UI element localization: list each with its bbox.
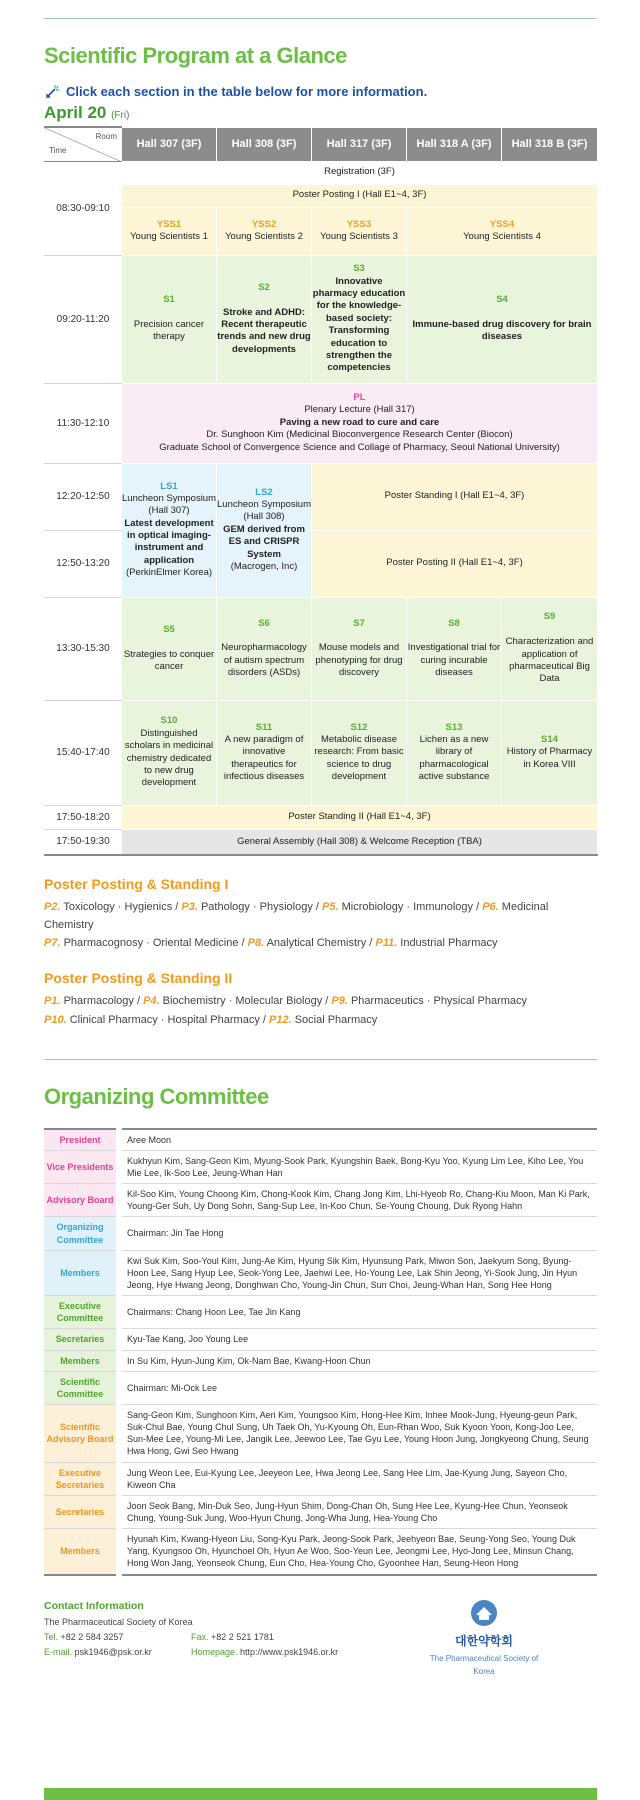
poster-standing-2-cell[interactable]: Poster Standing II (Hall E1~4, 3F)	[122, 805, 598, 829]
corner-time: Time	[49, 146, 67, 156]
ls-line: Latest development in optical imaging-instrument and application	[124, 517, 214, 566]
committee-role: Members	[44, 1250, 119, 1295]
corner-room: Room	[95, 132, 117, 141]
topic-key: P1.	[44, 995, 61, 1008]
committee-members: Jung Weon Lee, Eui-Kyung Lee, Jeeyeon Lee, Hwa Jeong Lee, Sang Hee Lim, Jae-Kyung Jung, Sayeon Cho, Kiweon Cha	[119, 1462, 597, 1495]
session-s9[interactable]	[502, 597, 598, 700]
plenary-line: Plenary Lecture (Hall 317)	[304, 404, 415, 416]
committee-role: Scientific Committee	[44, 1371, 119, 1404]
registration-cell: Registration (3F)	[122, 161, 598, 184]
email-link[interactable]: psk1946@psk.or.kr	[74, 1646, 152, 1657]
session-code: LS1	[160, 480, 178, 492]
session-s14[interactable]	[502, 700, 598, 805]
session-code: S12	[350, 721, 368, 733]
fax-label: Fax.	[191, 1631, 209, 1642]
committee-row	[44, 1404, 597, 1462]
time-slot: 11:30-12:10	[45, 383, 122, 463]
session-code: YSS2	[251, 218, 277, 230]
committee-members: Hyunah Kim, Kwang-Hyeon Liu, Song-Kyu Park, Jeong-Sook Park, Jeehyeon Bae, Seung-Yong Seo, Young Duk Yang, Kyungsoo Oh, Hyunchoel Oh, Hyun Ae Woo, Soo-Yeun Lee, Jeongmi Lee, Hyo-Jong Lee, Minsun Chang, Hong Won Jang, Yeonseok Chung, Eun Cho, Hea-Young Cho, Gyoonhee Han, Seung-Heon Hong	[119, 1529, 597, 1575]
committee-table	[44, 1128, 597, 1576]
poster-posting-2-cell[interactable]: Poster Posting II (Hall E1~4, 3F)	[312, 530, 598, 597]
general-assembly-cell[interactable]: General Assembly (Hall 308) & Welcome Reception (TBA)	[122, 829, 598, 855]
committee-role: Secretaries	[44, 1329, 119, 1350]
committee-members: Kwi Suk Kim, Soo-Youl Kim, Jung-Ae Kim, Hyung Sik Kim, Hyunsung Park, Miwon Son, Jaekyum Song, Byung-Hoon Lee, Sang Hyup Lee, Seok-Yong Lee, Jaehwi Lee, Ho-Young Lee, Lak Shin Jeong, Yi-Sook Jung, Jin Hyun Jeong, Hye Hwang Jeong, Donghwan Cho, Young-Jin Chun, Sun Choi, Jeung-Whan Han, Song Hee Hong	[119, 1250, 597, 1295]
session-s6[interactable]	[217, 597, 312, 700]
session-yss1[interactable]	[122, 207, 217, 255]
ls-line: (Hall 307)	[148, 505, 190, 517]
time-slot: 09:20-11:20	[45, 255, 122, 383]
ls-line: Luncheon Symposium	[122, 492, 216, 504]
session-ls1[interactable]	[122, 463, 217, 597]
session-title: Metabolic disease research: From basic science to drug development	[314, 733, 404, 783]
plenary-code: PL	[353, 392, 366, 404]
table-corner	[45, 127, 122, 161]
info-note-text: Click each section in the table below for more information.	[66, 83, 428, 99]
committee-role: Secretaries	[44, 1495, 119, 1528]
hall-header: Hall 308 (3F)	[217, 127, 312, 161]
topic-key: P4.	[143, 995, 160, 1008]
time-slot: 17:50-18:20	[45, 805, 122, 829]
committee-role: Members	[44, 1350, 119, 1371]
topic-value: Pathology · Physiology /	[200, 901, 323, 913]
topic-key: P8.	[247, 937, 265, 950]
session-s8[interactable]	[407, 597, 502, 700]
session-code: YSS1	[156, 218, 182, 230]
session-title: Young Scientists 4	[463, 231, 541, 242]
committee-members: Kil-Soo Kim, Young Choong Kim, Chong-Kook Kim, Chang Jong Kim, Lhi-Hyeob Ro, Chang-Kiu Moon, Man Ki Park, Young-Ger Suh, Uy Dong Sohn, Sang-Sup Lee, In-Koo Chun, Se-Young Choung, Duk Ryong Hahn	[119, 1184, 597, 1217]
session-title: Young Scientists 1	[130, 231, 208, 242]
session-title: Young Scientists 2	[225, 231, 303, 242]
committee-row	[44, 1462, 597, 1495]
session-title: A new paradigm of innovative therapeutics for infectious diseases	[223, 733, 305, 783]
contact-org: The Pharmaceutical Society of Korea	[44, 1616, 193, 1627]
committee-row	[44, 1495, 597, 1528]
time-slot: 17:50-19:30	[45, 829, 122, 855]
session-title: Mouse models and phenotyping for drug discovery	[315, 642, 403, 679]
time-slot: 12:20-12:50	[45, 463, 122, 530]
session-s10[interactable]	[122, 700, 217, 805]
topic-key: P10.	[44, 1013, 67, 1026]
info-note	[44, 83, 597, 99]
ls-line: GEM derived from ES and CRISPR System	[223, 523, 305, 560]
topic-key: P2.	[44, 901, 61, 913]
top-divider	[44, 18, 597, 19]
committee-row	[44, 1529, 597, 1575]
session-title: Neuropharmacology of autism spectrum disorders (ASDs)	[221, 642, 307, 679]
committee-members: Kyu-Tae Kang, Joo Young Lee	[119, 1329, 597, 1350]
session-code: YSS4	[489, 218, 515, 230]
plenary-line: Paving a new road to cure and care	[279, 416, 440, 428]
committee-role: Scientific Advisory Board	[44, 1404, 119, 1462]
poster-posting-1-cell[interactable]: Poster Posting I (Hall E1~4, 3F)	[122, 184, 598, 207]
topic-value: Social Pharmacy	[294, 1013, 378, 1026]
topic-key: P6.	[482, 901, 499, 913]
committee-role: Members	[44, 1529, 119, 1575]
contact-title: Contact Information	[44, 1599, 144, 1612]
program-table	[44, 126, 598, 856]
session-yss4[interactable]	[407, 207, 598, 255]
date-text: April 20	[44, 103, 107, 122]
session-s7[interactable]	[312, 597, 407, 700]
committee-role: Advisory Board	[44, 1184, 119, 1217]
session-code: S7	[353, 617, 365, 629]
email-label: E-mail.	[44, 1646, 73, 1657]
topic-value: Medicinal Chemistry	[44, 901, 549, 932]
session-code: YSS3	[346, 218, 372, 230]
session-code: LS2	[255, 486, 273, 498]
topic-key: P11.	[375, 937, 398, 950]
committee-members: Joon Seok Bang, Min-Duk Seo, Jung-Hyun Shim, Dong-Chan Oh, Sung Hee Lee, Kyung-Hee Chun, Yeonseok Chung, Young-Suk Jung, Woo-Hyun Chung, Jong-Wha Jung, Hea-Young Cho	[119, 1495, 597, 1528]
committee-title: Organizing Committee	[44, 1083, 269, 1109]
time-slot: 15:40-17:40	[45, 700, 122, 805]
topic-value: Clinical Pharmacy · Hospital Pharmacy /	[69, 1013, 269, 1026]
time-slot: 08:30-09:10	[45, 161, 122, 255]
session-title: Precision cancer therapy	[133, 319, 205, 343]
hall-header: Hall 318 A (3F)	[407, 127, 502, 161]
committee-role: President	[44, 1129, 119, 1151]
committee-role: Organizing Committee	[44, 1217, 119, 1250]
topic-value: Pharmacology /	[63, 995, 144, 1008]
committee-members: Kukhyun Kim, Sang-Geon Kim, Myung-Sook Park, Kyungshin Baek, Bong-Kyu Yoo, Kyung Lim Lee, Kiho Lee, You Mie Lee, Ik-Soo Lee, Jeung-Whan Han	[119, 1150, 597, 1183]
ls-line: (Macrogen, Inc)	[230, 560, 298, 572]
session-s2[interactable]	[217, 255, 312, 383]
session-code: S1	[163, 294, 175, 306]
plenary-line: Graduate School of Convergence Science and Collage of Pharmacy, Seoul National University)	[159, 441, 560, 453]
poster-standing-1-cell[interactable]: Poster Standing I (Hall E1~4, 3F)	[312, 463, 598, 530]
committee-members: Aree Moon	[119, 1129, 597, 1151]
topic-key: P12.	[269, 1013, 292, 1026]
session-s3[interactable]	[312, 255, 407, 383]
session-code: S13	[445, 721, 463, 733]
topic-value: Biochemistry · Molecular Biology /	[162, 995, 332, 1008]
hall-header: Hall 307 (3F)	[122, 127, 217, 161]
topic-key: P7.	[44, 937, 61, 950]
topic-value: Pharmacognosy · Oriental Medicine /	[63, 937, 248, 950]
committee-row	[44, 1250, 597, 1295]
committee-row	[44, 1217, 597, 1250]
time-slot: 12:50-13:20	[45, 530, 122, 597]
topic-key: P5.	[322, 901, 339, 913]
homepage-link[interactable]: http://www.psk1946.or.kr	[240, 1646, 339, 1657]
middle-divider	[44, 1059, 597, 1060]
program-date	[44, 103, 597, 123]
session-s12[interactable]	[312, 700, 407, 805]
committee-row	[44, 1371, 597, 1404]
topic-value: Toxicology · Hygienics /	[63, 901, 182, 913]
committee-role: Vice Presidents	[44, 1150, 119, 1183]
committee-members: Chairman: Jin Tae Hong	[119, 1217, 597, 1250]
session-s5[interactable]	[122, 597, 217, 700]
ls-line: (PerkinElmer Korea)	[125, 567, 213, 579]
topic-value: Pharmaceutics · Physical Pharmacy	[350, 995, 528, 1008]
session-code: S14	[541, 733, 558, 745]
homepage-label: Homepage.	[191, 1646, 238, 1657]
topic-key: P3.	[181, 901, 198, 913]
session-code: S8	[448, 617, 460, 629]
committee-members: Chairmans: Chang Hoon Lee, Tae Jin Kang	[119, 1296, 597, 1329]
session-code: S4	[496, 294, 508, 306]
session-ls2[interactable]	[217, 463, 312, 597]
session-s13[interactable]	[407, 700, 502, 805]
committee-row	[44, 1150, 597, 1183]
hall-header: Hall 318 B (3F)	[502, 127, 598, 161]
session-code: S5	[163, 623, 175, 635]
session-s1[interactable]	[122, 255, 217, 383]
logo-korean: 대한약학회	[455, 1634, 513, 1649]
program-title: Scientific Program at a Glance	[44, 43, 347, 68]
contact-block	[44, 1598, 597, 1678]
committee-row	[44, 1184, 597, 1217]
committee-row	[44, 1296, 597, 1329]
committee-members: In Su Kim, Hyun-Jung Kim, Ok-Nam Bae, Kwang-Hoon Chun	[119, 1350, 597, 1371]
committee-row	[44, 1129, 597, 1151]
session-code: S3	[353, 263, 365, 275]
session-title: Stroke and ADHD: Recent therapeutic trends and new drug developments	[217, 306, 311, 355]
society-emblem-icon	[469, 1598, 499, 1628]
fax-value: +82 2 521 1781	[211, 1631, 274, 1642]
poster-group-1-list	[44, 898, 597, 952]
session-title: Young Scientists 3	[320, 231, 398, 242]
date-day: (Fri)	[111, 110, 130, 121]
click-icon	[44, 83, 62, 99]
committee-members: Chairman: Mi-Ock Lee	[119, 1371, 597, 1404]
committee-role: Executive Committee	[44, 1296, 119, 1329]
society-logo	[429, 1598, 539, 1679]
hall-header: Hall 317 (3F)	[312, 127, 407, 161]
session-title: Immune-based drug discovery for brain diseases	[412, 319, 592, 343]
session-code: S10	[160, 715, 178, 727]
session-title: Innovative pharmacy education for the knowledge-based society: Transforming education to strengthen the competencies	[312, 275, 406, 374]
session-title: Lichen as a new library of pharmacological active substance	[418, 733, 490, 783]
committee-role: Executive Secretaries	[44, 1462, 119, 1495]
session-code: S6	[258, 617, 270, 629]
topic-value: Analytical Chemistry /	[266, 937, 376, 950]
session-s4[interactable]	[407, 255, 598, 383]
session-code: S11	[255, 721, 273, 733]
ls-line: (Hall 308)	[243, 511, 285, 523]
session-code: S9	[543, 611, 556, 623]
session-title: Investigational trial for curing incurable diseases	[407, 642, 501, 679]
session-title: Strategies to conquer cancer	[123, 648, 215, 672]
time-slot: 13:30-15:30	[45, 597, 122, 700]
session-yss3[interactable]	[312, 207, 407, 255]
topic-value: Microbiology · Immunology /	[341, 901, 483, 913]
committee-row	[44, 1329, 597, 1350]
committee-row	[44, 1350, 597, 1371]
topic-value: Industrial Pharmacy	[400, 937, 498, 950]
session-title: History of Pharmacy in Korea VIII	[506, 746, 593, 770]
topic-key: P9.	[331, 995, 348, 1008]
plenary-line: Dr. Sunghoon Kim (Medicinal Bioconvergence Research Center (Biocon)	[206, 429, 513, 441]
tel-value: +82 2 584 3257	[60, 1631, 124, 1642]
session-title: Distinguished scholars in medicinal chemistry dedicated to new drug development	[124, 727, 214, 789]
session-s11[interactable]	[217, 700, 312, 805]
ls-line: Luncheon Symposium	[217, 499, 311, 511]
poster-group-1-title: Poster Posting & Standing I	[44, 876, 229, 892]
session-title: Characterization and application of pharmaceutical Big Data	[505, 636, 594, 685]
logo-english: The Pharmaceutical Society of Korea	[429, 1654, 539, 1677]
plenary-lecture[interactable]	[122, 383, 598, 463]
poster-group-2-list	[44, 992, 597, 1028]
footer-bar	[44, 1788, 597, 1800]
session-code: S2	[258, 281, 270, 293]
committee-members: Sang-Geon Kim, Sunghoon Kim, Aeri Kim, Youngsoo Kim, Hong-Hee Kim, Inhee Mook-Jung, Hyeung-geun Park, Suk-Chul Bae, Young Chul Sung, Uh Taek Oh, Yu-Kyoung Oh, Eun-Rhan Woo, Suk Kyoon Yoon, Kong-Joo Lee, Sun-Mee Lee, Young-Mi Lee, Jangik Lee, Jeewoo Lee, Tae Gyu Lee, Young Hoon Jung, Jongkyeong Chung, Seung Hwa Hong, Gwi Seo Hwang	[119, 1404, 597, 1462]
poster-group-2-title: Poster Posting & Standing II	[44, 970, 233, 987]
session-yss2[interactable]	[217, 207, 312, 255]
tel-label: Tel.	[44, 1631, 59, 1642]
